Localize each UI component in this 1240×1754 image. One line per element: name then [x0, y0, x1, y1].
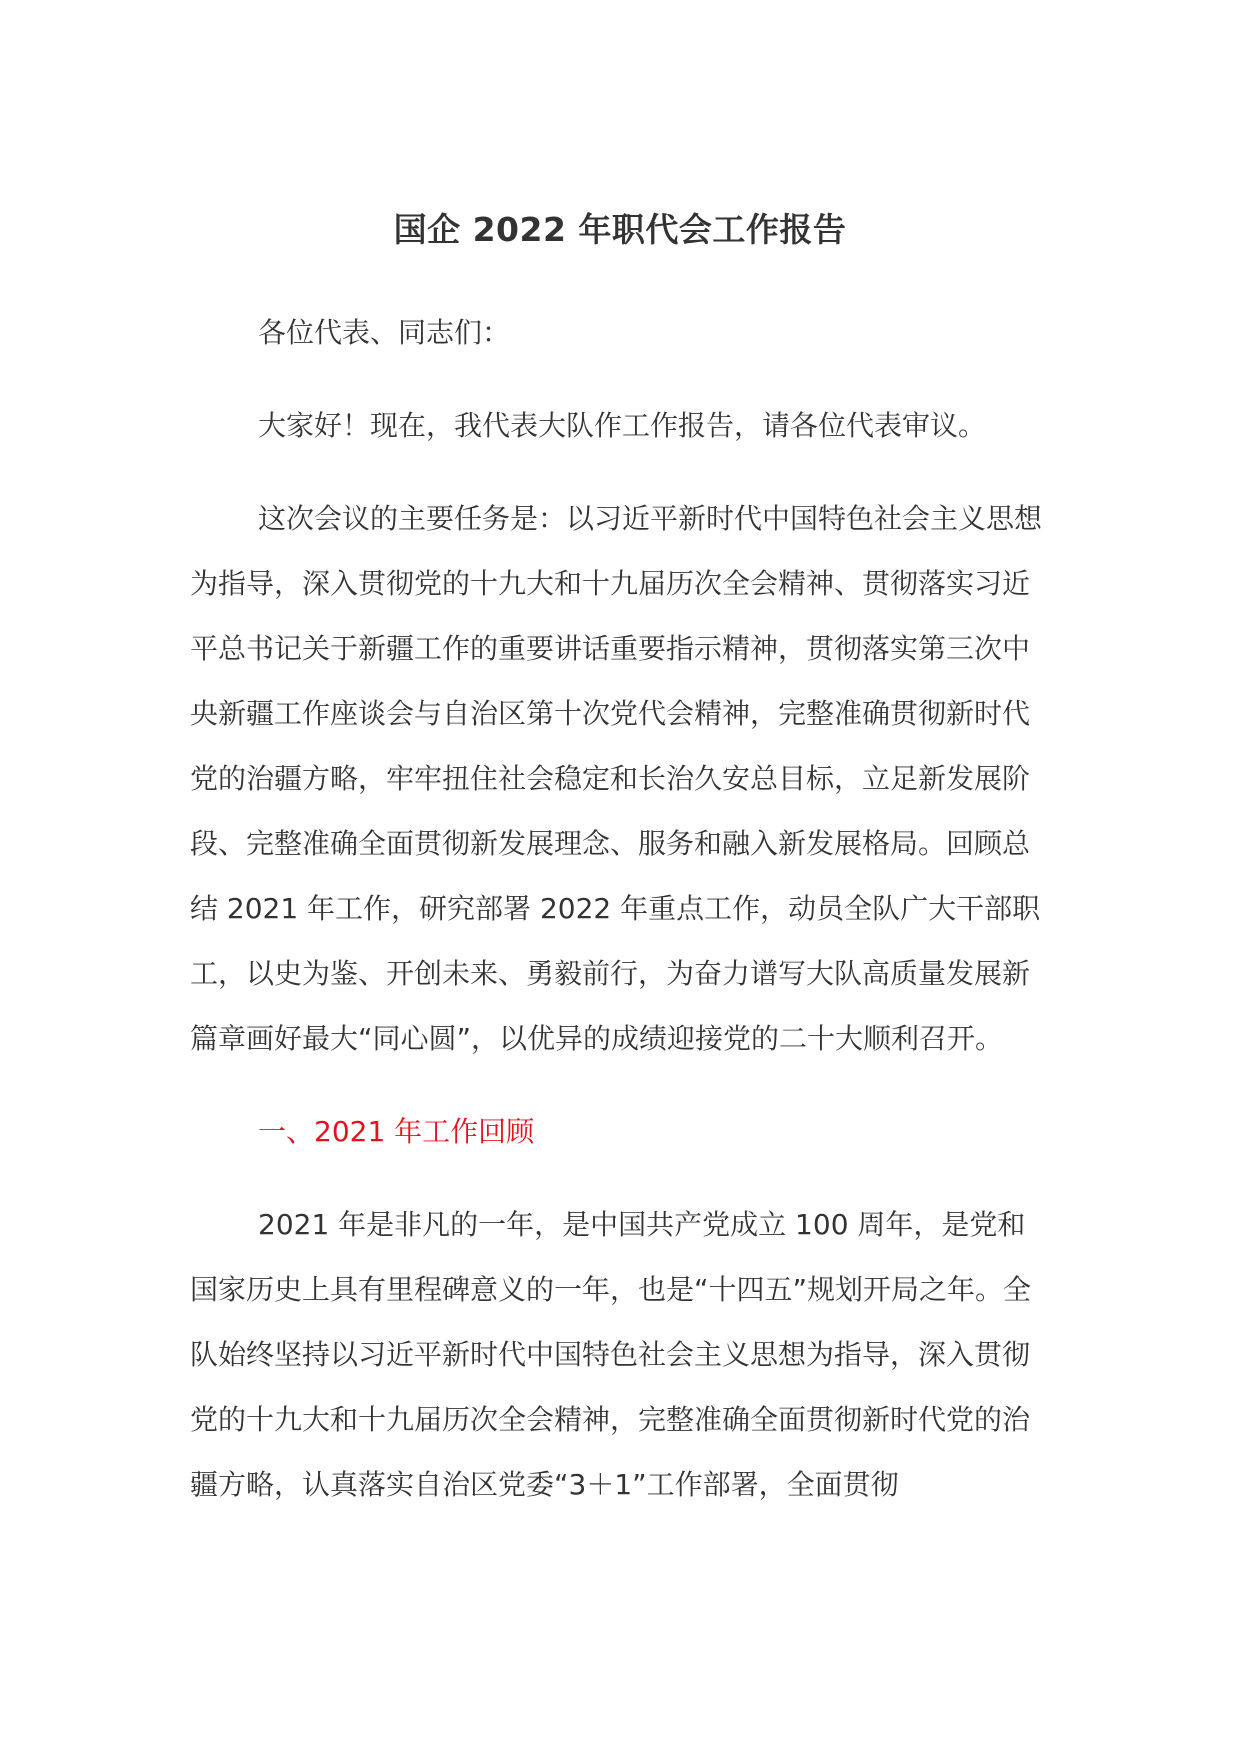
document-title: 国企 2022 年职代会工作报告 — [393, 210, 847, 249]
greeting-paragraph: 各位代表、同志们： — [258, 316, 511, 349]
review-paragraph: 2021 年是非凡的一年，是中国共产党成立 100 周年，是党和国家历史上具有里程碑意义的一年，也是“十四五”规划开局之年。全队始终坚持以习近平新时代中国特色社会主义思想为指导，深入贯彻党的十九大和十九届历次全会精神，完整准确全面贯彻新时代党的治疆方略，认真落实自治区党委“3＋1”工作部署，全面贯彻 — [190, 1208, 1032, 1501]
intro-paragraph: 大家好！现在，我代表大队作工作报告，请各位代表审议。 — [258, 409, 987, 442]
section-heading-review: 一、2021 年工作回顾 — [258, 1115, 535, 1148]
document-body — [190, 300, 1050, 1517]
task-paragraph: 这次会议的主要任务是：以习近平新时代中国特色社会主义思想为指导，深入贯彻党的十九大和十九届历次全会精神、贯彻落实习近平总书记关于新疆工作的重要讲话重要指示精神，贯彻落实第三次中央新疆工作座谈会与自治区第十次党代会精神，完整准确贯彻新时代党的治疆方略，牢牢扭住社会稳定和长治久安总目标，立足新发展阶段、完整准确全面贯彻新发展理念、服务和融入新发展格局。回顾总结 2021 年工作，研究部署 2022 年重点工作，动员全队广大干部职工，以史为鉴、开创未来、勇毅前行，为奋力谱写大队高质量发展新篇章画好最大“同心圆”，以优异的成绩迎接党的二十大顺利召开。 — [190, 502, 1043, 1055]
